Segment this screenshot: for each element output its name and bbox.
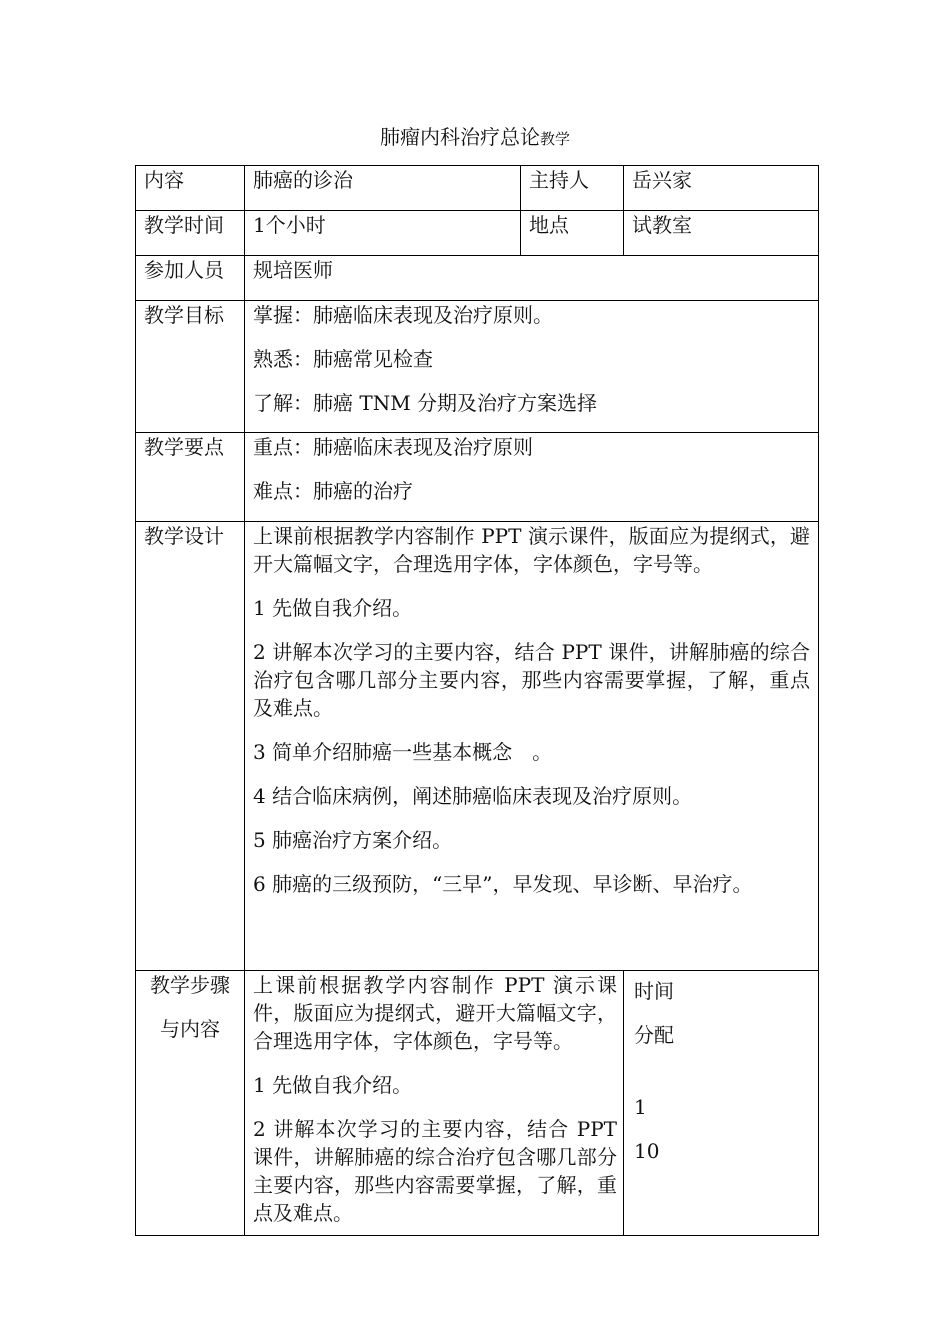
keypoints-cell <box>245 433 819 522</box>
design-paragraph: 上课前根据教学内容制作 PPT 演示课件，版面应为提纲式，避开大篇幅文字，合理选用字体，字体颜色，字号等。 <box>253 524 810 576</box>
steps-label-line1: 教学步骤 <box>150 973 230 997</box>
time-alloc-label-2: 分配 <box>634 1023 674 1047</box>
content-value: 肺癌的诊治 <box>245 166 521 211</box>
steps-cell <box>245 971 624 1236</box>
goal-line: 了解：肺癌 TNM 分期及治疗方案选择 <box>253 391 598 415</box>
keypoint-line: 重点：肺癌临床表现及治疗原则 <box>253 435 533 459</box>
steps-label-line2: 与内容 <box>160 1017 220 1041</box>
keypoints-label: 教学要点 <box>136 433 245 522</box>
design-paragraph: 6 肺癌的三级预防，“三早”，早发现、早诊断、早治疗。 <box>253 872 753 896</box>
row-content <box>136 166 819 211</box>
lesson-plan-table <box>135 165 819 1236</box>
participants-value: 规培医师 <box>245 256 819 301</box>
keypoint-line: 难点：肺癌的治疗 <box>253 479 413 503</box>
goals-label: 教学目标 <box>136 301 245 433</box>
time-value-1: 1 <box>634 1095 647 1119</box>
host-value: 岳兴家 <box>624 166 819 211</box>
row-time <box>136 211 819 256</box>
row-steps <box>136 971 819 1236</box>
design-cell <box>245 522 819 971</box>
row-keypoints <box>136 433 819 522</box>
design-paragraph: 3 简单介绍肺癌一些基本概念 。 <box>253 740 553 764</box>
design-paragraph: 2 讲解本次学习的主要内容，结合 PPT 课件，讲解肺癌的综合治疗包含哪几部分主要内容，那些内容需要掌握，了解，重点及难点。 <box>253 640 810 720</box>
time-value: 1个小时 <box>245 211 521 256</box>
design-paragraph: 5 肺癌治疗方案介绍。 <box>253 828 453 852</box>
time-allocation-cell <box>624 971 819 1236</box>
host-label: 主持人 <box>521 166 624 211</box>
goal-line: 熟悉：肺癌常见检查 <box>253 347 433 371</box>
participants-label: 参加人员 <box>136 256 245 301</box>
goals-cell <box>245 301 819 433</box>
place-label: 地点 <box>521 211 624 256</box>
step-paragraph: 1 先做自我介绍。 <box>253 1073 413 1097</box>
time-label: 教学时间 <box>136 211 245 256</box>
steps-label <box>136 971 245 1236</box>
row-goals <box>136 301 819 433</box>
time-alloc-label-1: 时间 <box>634 979 674 1003</box>
title-suffix: 教学 <box>539 130 570 148</box>
step-paragraph: 2 讲解本次学习的主要内容，结合 PPT 课件，讲解肺癌的综合治疗包含哪几部分主要内容，那些内容需要掌握，了解，重点及难点。 <box>253 1117 617 1225</box>
document-title <box>0 124 950 152</box>
design-label: 教学设计 <box>136 522 245 971</box>
goal-line: 掌握：肺癌临床表现及治疗原则。 <box>253 303 553 327</box>
title-main: 肺瘤内科治疗总论 <box>379 125 540 149</box>
place-value: 试教室 <box>624 211 819 256</box>
step-paragraph: 上课前根据教学内容制作 PPT 演示课件，版面应为提纲式，避开大篇幅文字，合理选用字体，字体颜色，字号等。 <box>253 973 617 1053</box>
content-label: 内容 <box>136 166 245 211</box>
design-paragraph: 4 结合临床病例，阐述肺癌临床表现及治疗原则。 <box>253 784 693 808</box>
row-participants <box>136 256 819 301</box>
row-design <box>136 522 819 971</box>
time-value-2: 10 <box>634 1139 660 1163</box>
design-paragraph: 1 先做自我介绍。 <box>253 596 413 620</box>
